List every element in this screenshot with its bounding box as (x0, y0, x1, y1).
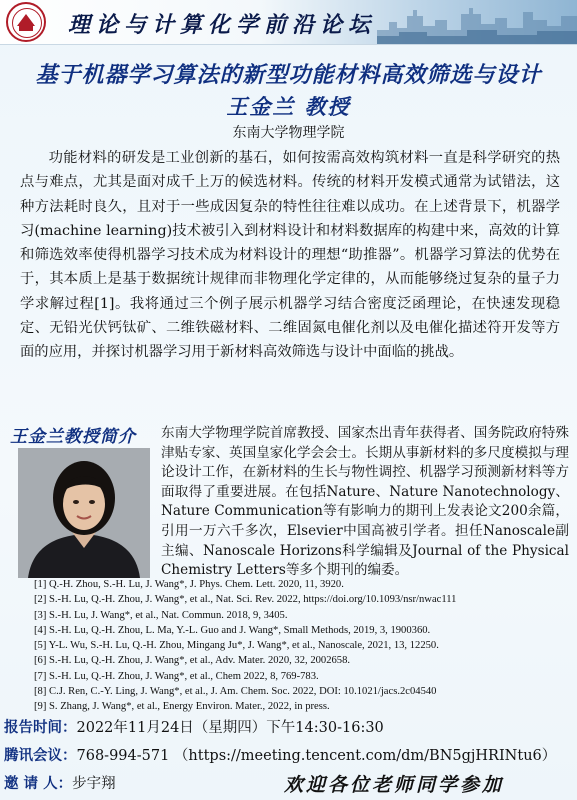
meeting-value[interactable]: 768-994-571 （https://meeting.tencent.com/dm/BN5gjHRINtu6） (76, 748, 557, 764)
report-time-value: 2022年11月24日（星期四）下午14:30-16:30 (76, 720, 384, 736)
reference-item: [5] Y-L. Wu, S.-H. Lu, Q.-H. Zhou, Mingang Ju*, J. Wang*, et al., Nanoscale, 2021, 13, 12250. (34, 640, 439, 652)
host-value: 步宇翔 (72, 776, 116, 792)
bio-heading: 王金兰教授简介 (10, 427, 136, 447)
speaker-name: 王金兰 教授 (226, 95, 351, 119)
speaker-portrait-illustration (18, 448, 150, 578)
header-banner (0, 0, 577, 45)
report-time-label: 报告时间： (4, 720, 77, 736)
meeting-label: 腾讯会议： (4, 748, 77, 764)
talk-title: 基于机器学习算法的新型功能材料高效筛选与设计 (35, 63, 542, 88)
reference-item: [6] S.-H. Lu, Q.-H. Zhou, J. Wang*, et al., Adv. Mater. 2020, 32, 2002658. (34, 655, 351, 667)
forum-title: 理论与计算化学前沿论坛 (68, 13, 377, 38)
speaker-photo (18, 448, 150, 578)
meeting-row (4, 744, 556, 765)
speaker-bio: 东南大学物理学院首席教授、国家杰出青年获得者、国务院政府特殊津贴专家、英国皇家化学会会士。长期从事新材料的多尺度模拟与理论设计工作，在新材料的生长与物性调控、机器学习预测新材料等方面取得了重要进展。在包括Nature、Nature Nanotechnology、Nature Communication等有影响力的期刊上发表论文200余篇，引用一万六千多次，Elsevier中国高被引学者。担任Nanoscale副主编、Nanoscale Horizons科学编辑及Journal of the Physical Chemistry Letters等多个期刊的编委。 (161, 425, 569, 579)
reference-item: [8] C.J. Ren, C.-Y. Ling, J. Wang*, et al., J. Am. Chem. Soc. 2022, DOI: 10.1021/jacs.2c04540 (34, 686, 437, 698)
city-skyline-decoration (377, 0, 577, 44)
reference-item: [1] Q.-H. Zhou, S.-H. Lu, J. Wang*, J. Phys. Chem. Lett. 2020, 11, 3920. (34, 579, 344, 590)
university-seal-icon (6, 2, 46, 42)
reference-item: [3] S.-H. Lu, J. Wang*, et al., Nat. Commun. 2018, 9, 3405. (34, 609, 288, 621)
reference-item: [9] S. Zhang, J. Wang*, et al., Energy Environ. Mater., 2022, in press. (34, 701, 330, 713)
host-label: 邀 请 人： (4, 776, 73, 792)
speaker-affiliation: 东南大学物理学院 (232, 125, 345, 141)
host-row (4, 772, 116, 793)
reference-list (34, 577, 574, 715)
talk-abstract: 功能材料的研发是工业创新的基石，如何按需高效构筑材料一直是科学研究的热点与难点，尤其是面对成千上万的候选材料。传统的材料开发模式通常为试错法，这种方法耗时良久，且对于一些成因复杂的特性往往难以成功。在上述背景下，机器学习(machine learning)技术被引入到材料设计和材料数据库的构建中来，高效的计算和筛选效率使得机器学习技术成为材料设计的理想“助推器”。机器学习算法的优势在于，其本质上是基于数据统计规律而非物理化学定律的，从而能够绕过复杂的量子力学求解过程[1]。我将通过三个例子展示机器学习结合密度泛函理论，在快速发现稳定、无铅光伏钙钛矿、二维铁磁材料、二维固氮电催化剂以及电催化描述符开发等方面的应用，并探讨机器学习用于新材料高效筛选与设计中面临的挑战。 (20, 150, 560, 361)
welcome-message: 欢迎各位老师同学参加 (284, 774, 505, 796)
reference-item: [2] S.-H. Lu, Q.-H. Zhou, J. Wang*, et al., Nat. Sci. Rev. 2022, https://doi.org/10.1093/nsr/nwac111 (34, 594, 457, 606)
reference-item: [7] S.-H. Lu, Q.-H. Zhou, J. Wang*, et al., Chem 2022, 8, 769-783. (34, 670, 319, 682)
report-time-row (4, 716, 384, 737)
reference-item: [4] S.-H. Lu, Q.-H. Zhou, L. Ma, Y.-L. Guo and J. Wang*, Small Methods, 2019, 3, 1900360. (34, 624, 431, 636)
